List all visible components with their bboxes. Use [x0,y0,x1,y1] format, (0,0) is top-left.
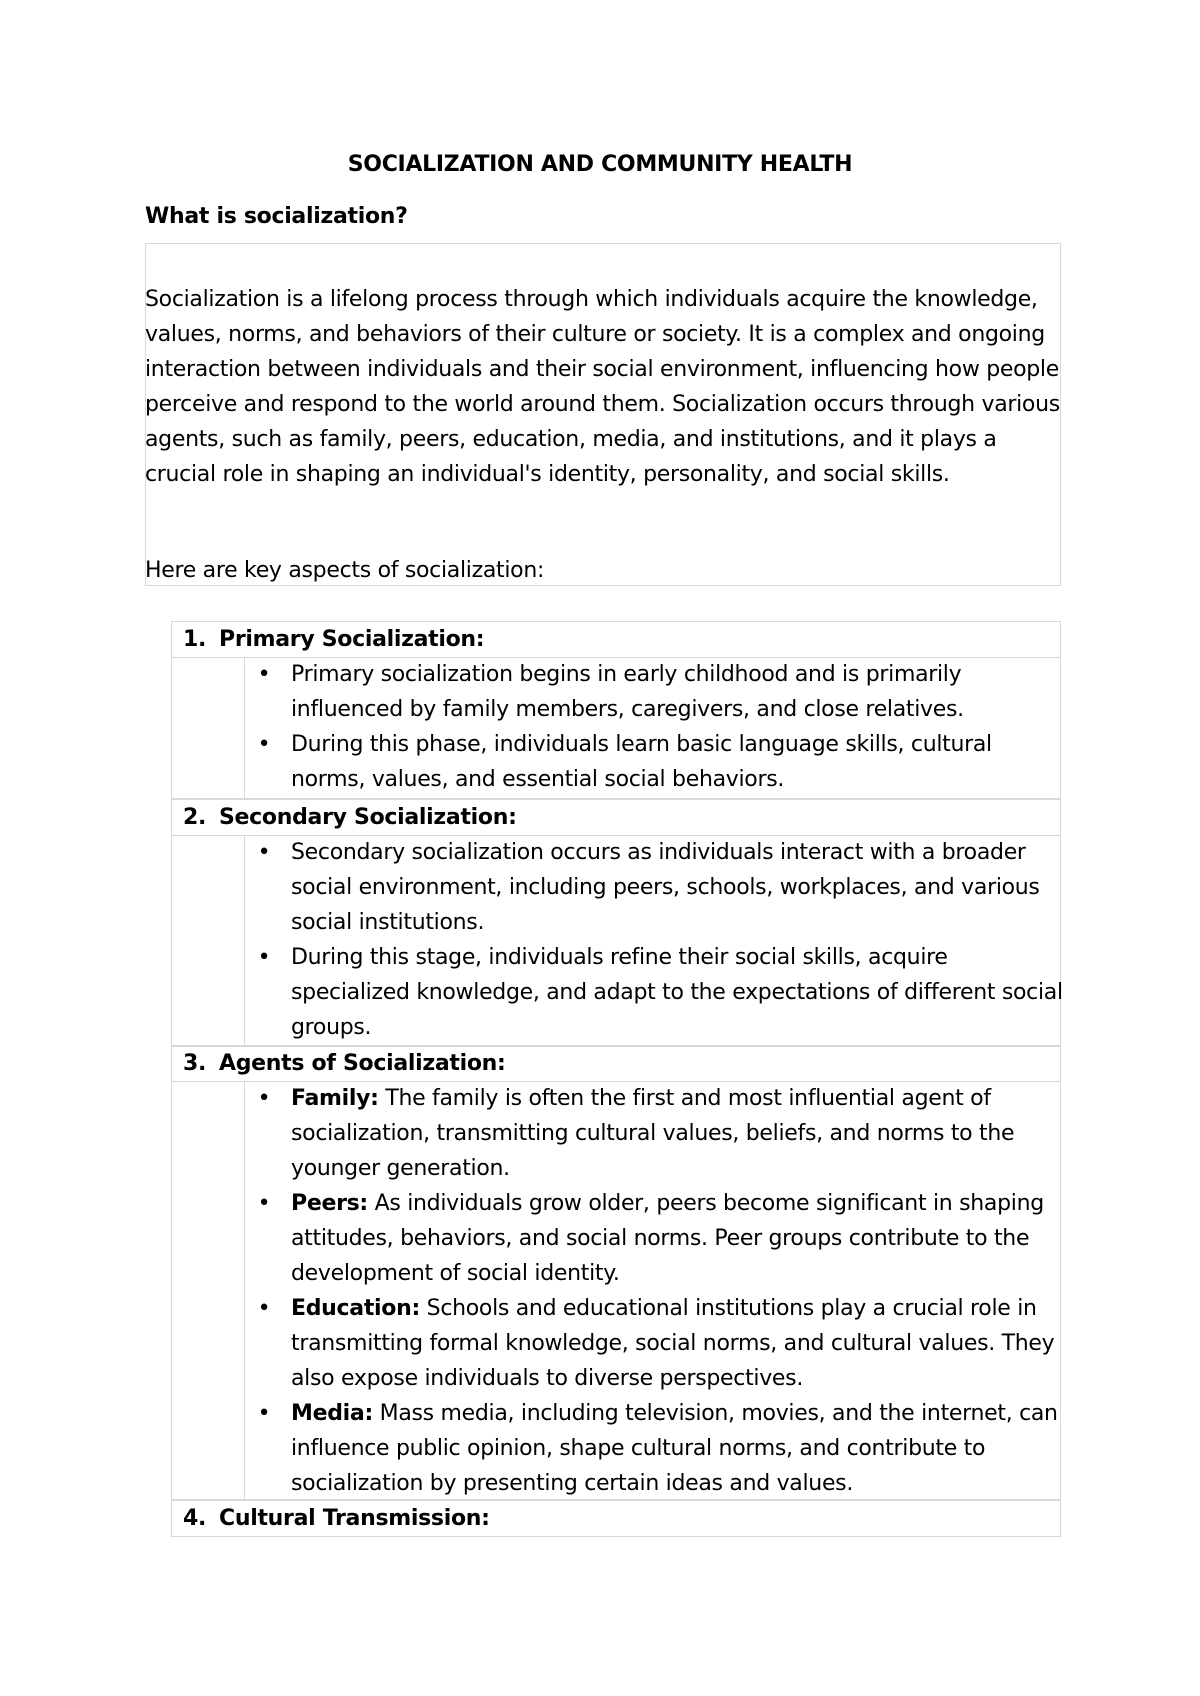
bullet-icon: • [257,662,271,687]
section-number: 1. [183,627,207,652]
section-number: 3. [183,1051,207,1076]
bullet-term: Education: [291,1296,420,1321]
section-title: Cultural Transmission: [219,1506,490,1531]
list-item [245,1291,1065,1396]
list-item [245,657,1065,727]
bullet-list-secondary [245,835,1065,1045]
bullet-list-primary [245,657,1065,797]
bullet-text: Secondary socialization occurs as individuals interact with a broader social environment, including peers, schools, workplaces, and various social institutions. [291,840,1040,935]
section-number: 4. [183,1506,207,1531]
bullet-term: Peers: [291,1191,368,1216]
intro-paragraph: Socialization is a lifelong process through which individuals acquire the knowledge, values, norms, and behaviors of their culture or society. It is a complex and ongoing interaction between individuals and their social environment, influencing how people perceive and respond to the world around them. Socialization occurs through various agents, such as family, peers, education, media, and institutions, and it plays a crucial role in shaping an individual's identity, personality, and social skills. [145,287,1060,487]
list-item [245,1186,1065,1291]
bullet-text: The family is often the first and most influential agent of socialization, transmitting cultural values, beliefs, and norms to the younger generation. [291,1086,1015,1181]
section-title: Secondary Socialization: [219,805,517,830]
list-item [245,1081,1065,1186]
section-number: 2. [183,805,207,830]
section-heading-agents [183,1046,506,1081]
bullet-icon: • [257,1296,271,1321]
section-title: Primary Socialization: [219,627,485,652]
bullet-text: Schools and educational institutions play a crucial role in transmitting formal knowledge, social norms, and cultural values. They also expose individuals to diverse perspectives. [291,1296,1055,1391]
section-heading-cultural [183,1501,490,1536]
bullet-text: During this phase, individuals learn basic language skills, cultural norms, values, and essential social behaviors. [291,732,992,792]
list-item [245,835,1065,940]
section-title: Agents of Socialization: [219,1051,506,1076]
bullet-list-agents [245,1081,1065,1501]
bullet-text: As individuals grow older, peers become significant in shaping attitudes, behaviors, and social norms. Peer groups contribute to the development of social identity. [291,1191,1044,1286]
bullet-icon: • [257,732,271,757]
bullet-term: Media: [291,1401,373,1426]
bullet-icon: • [257,1086,271,1111]
section-heading-secondary [183,800,517,835]
bullet-text: Primary socialization begins in early childhood and is primarily influenced by family members, caregivers, and close relatives. [291,662,964,722]
list-item [245,1396,1065,1501]
list-item [245,940,1065,1045]
bullet-icon: • [257,840,271,865]
section-heading: What is socialization? [145,204,408,229]
bullet-icon: • [257,945,271,970]
bullet-icon: • [257,1191,271,1216]
list-item [245,727,1065,797]
page-title: SOCIALIZATION AND COMMUNITY HEALTH [347,152,853,177]
intro-lead-text: Here are key aspects of socialization: [145,558,545,583]
bullet-text: During this stage, individuals refine their social skills, acquire specialized knowledge, and adapt to the expectations of different social groups. [291,945,1063,1040]
bullet-icon: • [257,1401,271,1426]
bullet-term: Family: [291,1086,379,1111]
section-heading-primary [183,622,484,657]
bullet-text: Mass media, including television, movies, and the internet, can influence public opinion, shape cultural norms, and contribute to socialization by presenting certain ideas and values. [291,1401,1058,1496]
